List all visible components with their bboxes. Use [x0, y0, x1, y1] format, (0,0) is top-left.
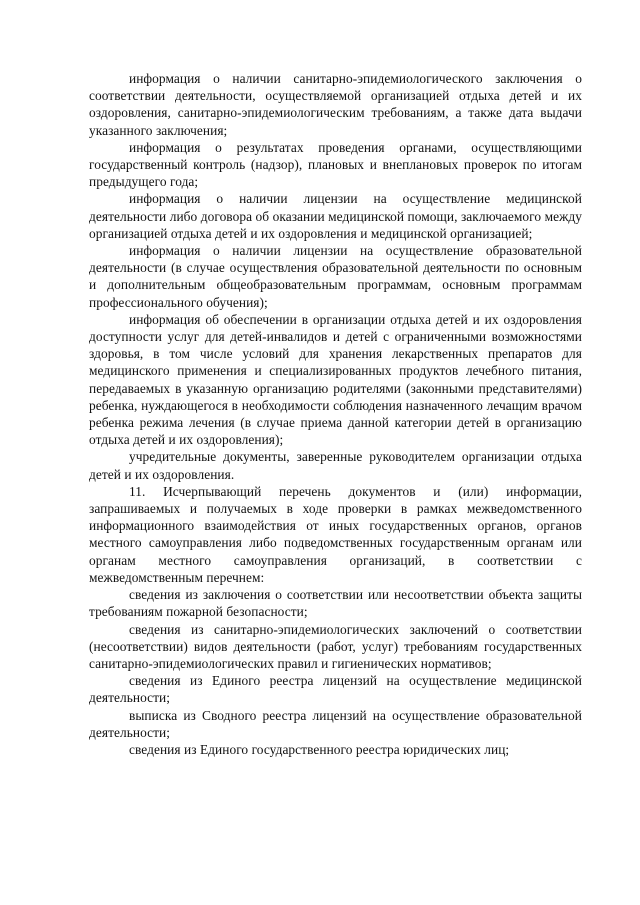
paragraph-inspection-results: информация о результатах проведения органами, осуществляющими государственный контроль (надзор), плановых и внеплановых проверок по итогам предыдущего года; — [89, 139, 582, 190]
paragraph-section-11: 11. Исчерпывающий перечень документов и (или) информации, запрашиваемых и получаемых в ходе проверки в рамках межведомственного информационного взаимодействия от иных государственных органов, органов местного самоуправления либо подведомственных государственным органам или органам местного самоуправления организаций, в соответствии с межведомственным перечнем: — [89, 483, 582, 585]
paragraph-medical-registry: сведения из Единого реестра лицензий на осуществление медицинской деятельности; — [89, 673, 582, 706]
paragraph-legal-entities-registry: сведения из Единого государственного реестра юридических лиц; — [129, 741, 510, 757]
paragraph-fire-safety: сведения из заключения о соответствии или несоответствии объекта защиты требованиям пожарной безопасности; — [89, 587, 582, 620]
paragraph-medical-license: информация о наличии лицензии на осуществление медицинской деятельности либо договора об оказании медицинской помощи, заключаемого между организацией отдыха детей и их оздоровления и медицинской организацией; — [89, 191, 582, 241]
paragraph-accessibility: информация об обеспечении в организации отдыха детей и их оздоровления доступности услуг для детей-инвалидов и детей с ограниченными возможностями здоровья, в том числе условий для хранения лекарственных препаратов для медицинского применения и специализированных продуктов лечебного питания, передаваемых в указанную организацию родителями (законными представителями) ребенка, нуждающегося в необходимости соблюдения назначенного лечащим врачом ребенка режима лечения (в случае приема данной категории детей в организацию отдыха детей и их оздоровления); — [89, 311, 582, 448]
paragraph-founding-documents: учредительные документы, заверенные руководителем организации отдыха детей и их оздоровления. — [89, 449, 582, 482]
paragraph-education-license: информация о наличии лицензии на осуществление образовательной деятельности (в случае осуществления образовательной деятельности по основным и дополнительным общеобразовательным программам, основным программам профессионального обучения); — [89, 243, 582, 310]
paragraph-education-registry: выписка из Сводного реестра лицензий на осуществление образовательной деятельности; — [89, 707, 582, 740]
paragraph-sanitary-conclusions: сведения из санитарно-эпидемиологических заключений о соответствии (несоответствии) видов деятельности (работ, услуг) требованиям государственных санитарно-эпидемиологических правил и гигиенических нормативов; — [89, 621, 582, 671]
paragraph-sanitary-conclusion: информация о наличии санитарно-эпидемиологического заключения о соответствии деятельности, осуществляемой организацией отдыха детей и их оздоровления, санитарно-эпидемиологическим требованиям, а также дата выдачи указанного заключения; — [89, 71, 582, 138]
document-page — [89, 70, 582, 758]
